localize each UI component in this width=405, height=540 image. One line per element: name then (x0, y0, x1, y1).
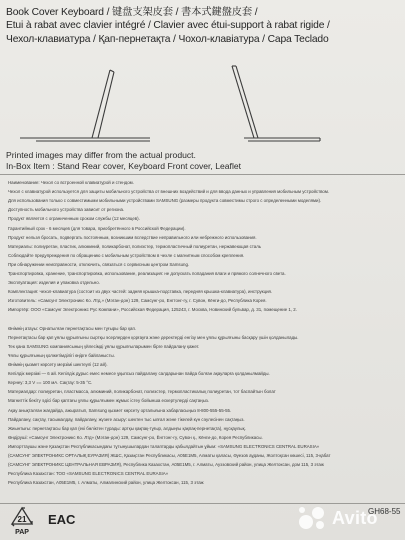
recycle-icon (8, 506, 36, 536)
spec-line: Ұялы құрылғының қолжетімділігі өңірге байланысты. (8, 352, 115, 358)
notes-block (6, 150, 401, 172)
spec-line: Продукт является с ограниченным сроком службы (12 месяцев). (8, 216, 140, 222)
spec-line: Продукт нельзя бросать, подвергать постоянным, возникшим вследствие неправильного или небрежного использования. (8, 234, 257, 240)
spec-line: Наименование: Чехол со встроенной клавиатурой и стендом. (8, 180, 134, 185)
spec-line: Өнімнің атауы: Орнатылған пернетақтасы мен тұғыры бар қап. (8, 325, 137, 331)
title-line-3: Чехол-клавиатура / Қап-пернетақта / Чохол-клавіатура / Capa Teclado (6, 33, 329, 45)
watermark-text: Avito (332, 507, 378, 528)
spec-line: Жиынтығы: пернетақтасы бар қап (екі бөліктен тұрады: артқы қақпақ-тұғыр, алдыңғы қақпақ-пернетақта), нұсқаулық. (8, 425, 246, 431)
spec-line: Пайдалану, сақтау, тасымалдау, пайдалану, жүзеге асыру: шектен тыс ылғал және тікелей күн сәулесінен сақтаңыз. (8, 416, 245, 422)
in-box-items: In-Box Item : Stand Rear cover, Keyboard Front cover, Leaflet (6, 161, 242, 171)
spec-line: Кернеу: 3,3 V == 100 мА. Сақтау: 5-35 °C. (8, 380, 93, 386)
product-illustration (0, 62, 405, 146)
avito-watermark (298, 501, 402, 535)
spec-line: Өнімнің қызмет көрсету мерзімі шектеулі (12 ай). (8, 362, 108, 367)
title-line-2: Etui à rabat avec clavier intégré / Clavier avec étui-support à rabat rigide / (6, 20, 330, 32)
spec-line: Доступность мобильного устройства зависит от региона. (8, 207, 125, 213)
title-line-1: Book Cover Keyboard / 键盘支架皮套 / 書本式鍵盤皮套 / (6, 7, 258, 18)
spec-line: Материалы: полиуретан, пластик, алюминий, поликарбонат, полиэстер, термопластичный полиуретан, нержавеющая сталь (8, 243, 262, 249)
spec-line: Изготовитель: «Самсунг Электроникс Ко. Лтд.» (Мэтан-дон) 129, Самсунг-ро, Енгтонг-гу, г. Сувон, Кёнги-до, Республика Корея. (8, 298, 267, 304)
product-code: GH68-55 (368, 507, 401, 516)
stand-illustration-left (20, 70, 150, 141)
avito-logo-icon (298, 505, 328, 531)
recycle-number: 21 (17, 515, 27, 524)
spec-line: Чехол с клавиатурой используется для защиты мобильного устройства от внешних воздействий и для ввода данных и управления мобильным устройством. (8, 189, 330, 195)
spec-line: Комплектация: чехол-клавиатура (состоит из двух частей: задняя крышка-подставка, передняя крышка-клавиатура), инструкция. (8, 289, 273, 295)
spec-line: Республика Казахстан: ТОО «SAMSUNG ELECTRONICS CENTRAL EURASIA» (8, 471, 169, 477)
spec-line: Транспортировка, хранение, транспортировка, использование, реализация: не допускать попадания влаги и прямого солнечного света. (8, 271, 286, 276)
spec-line: Тек қана SAMSUNG компаниясының үйлесімді ұялы құрылғыларымен бірге пайдалану қажет. (8, 343, 200, 349)
spec-line: Импортёр: ООО «Самсунг Электроникс Рус Компани», Российская Федерация, 125243, г. Москва, Новинский бульвар, д. 31, помещение 1, 2. (8, 307, 297, 313)
spec-line: Соблюдайте предупреждения по обращению с мобильным устройством в чехле с магнитным способом крепления. (8, 252, 245, 258)
spec-line: Пернетақтасы бар қап ұялы құрылғыны сыртқы әсерлерден қорғауға және деректерді енгізу мен ұялы құрылғыны басқару үшін қолданылады. (8, 334, 299, 340)
eac-mark: EAC (48, 512, 76, 527)
specification-text-block (0, 174, 405, 504)
spec-line: Эксплуатация: изделия и упаковка отдельно. (8, 280, 100, 286)
print-disclaimer: Printed images may differ from the actual product. (6, 150, 196, 160)
product-title-block (6, 6, 401, 46)
spec-line: Гарантийный срок - 6 месяцев (для товара, приобретённого в Российской Федерации). (8, 225, 186, 231)
spec-line: При обнаружении неисправности, отключить, связаться с сервисным центром Samsung. (8, 261, 190, 267)
spec-line: Для использования только с совместимыми мобильными устройствами SAMSUNG (размеры продукта совместимы строго с определенными моделями). (8, 198, 322, 204)
spec-line: (САМСУНГ ЭЛЕКТРОНИКС ЦЕНТРАЛЬНАЯ ЕВРАЗИЯ), Республика Казахстан, A05E1M5, г. Алматы, Ауэзовский район, улица Желтоксан, дом 115, 3 этаж (8, 462, 324, 468)
spec-line: Кепілдік мерзімі — 6 ай. Кепілдік дұрыс емес немесе ұқыпсыз пайдалану салдарынан пайда болған ақауларға қолданылмайды. (8, 371, 270, 377)
recycle-material: PAP (15, 529, 29, 536)
spec-line: Материалдар: полиуретан, пластмасса, алюминий, поликарбонат, полиэстер, термопластикалық полиуретан, тот баспайтын болат (8, 389, 276, 395)
spec-line: (САМСУНГ ЭЛЕКТРОНИКС ОРТАЛЫҚ ЕУРАЗИЯ) ЖШС, Қазақстан Республикасы, A05E1M5, Алматы қаласы, Әуезов ауданы, Жолтоқсан көшесі, 115, 3-қабат (8, 453, 331, 458)
spec-line: Импорттаушы және Қазақстан Республикасындағы тұтынушылардан талаптарды қабылдайтын ұйым: «SAMSUNG ELECTRONICS CENTRAL EURASIA» (8, 443, 320, 449)
spec-line: Магниттік бекіту әдісі бар қаптағы ұялы құрылғымен жұмыс істеу бойынша ескертулерді сақтаңыз. (8, 398, 209, 404)
stand-illustration-right (232, 66, 320, 141)
spec-line: Республика Казахстан, A05E1M5, г. Алматы, Алмалинский район, улица Желтоксан, 115, 3 этаж (8, 480, 204, 486)
spec-line: Өндіруші: «Самсунг Электроникс Ко. Лтд» (Мэтан-дон) 129, Самсунг-ро, Ёнгтонг-гу, Сувон қ., Кёнги-до, Корея Республикасы. (8, 434, 263, 440)
spec-line: Ақау анықталған жағдайда, ажыратып, Samsung қызмет көрсету орталығына хабарласыңыз 8-800-555-55-55. (8, 407, 232, 413)
